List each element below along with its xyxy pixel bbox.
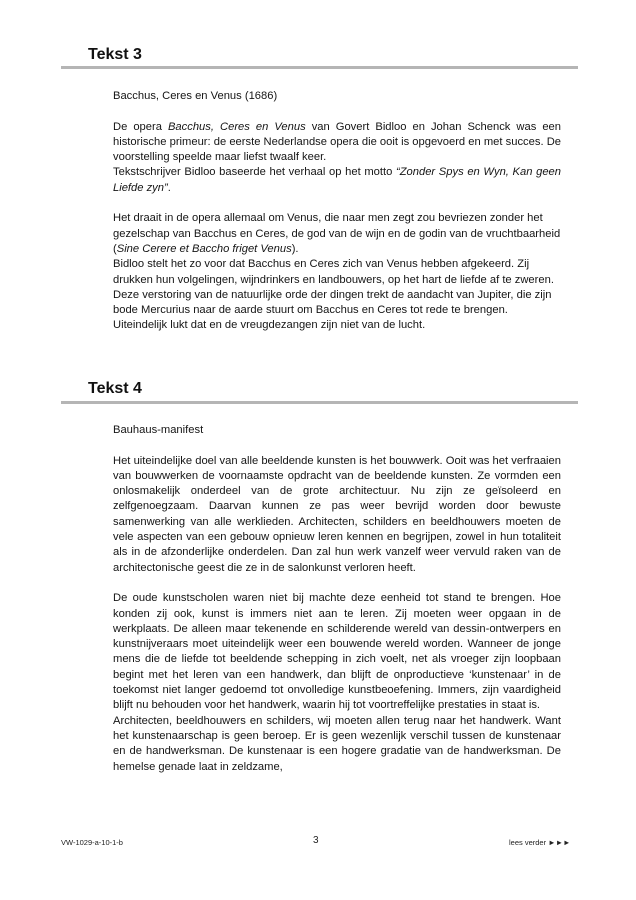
tekst4-paragraph-2: De oude kunstscholen waren niet bij machte deze eenheid tot stand te brengen. Hoe konden zij ook, kunst is immers niet aan te leren. Zij moeten weer opgaan in de werkplaats. De alleen maar tekenende en schilderende wereld van dessin-ontwerpers en kunstnijveraars moet uiteindelijk weer een bouwende wereld worden. Wanneer de jonge mens die de liefde tot beeldende schepping in zich voelt, net als vroeger zijn loopbaan begint met het leren van een handwerk, dan blijft de onproductieve ‘kunstenaar’ in de toekomst niet langer gedoemd tot onvolledige kunstbeoefening. Immers, zijn vaardigheid blijft nu behouden voor het handwerk, waarin hij tot voortreffelijke prestaties in staat is. xyxy=(113,592,561,712)
page-number: 3 xyxy=(313,835,319,846)
opera-title: Bacchus, Ceres en Venus xyxy=(167,120,306,133)
latin-quote: Sine Cerere et Baccho friget Venus xyxy=(116,242,292,255)
tekst3-paragraph-5: Uiteindelijk lukt dat en de vreugdezangen zijn niet van de lucht. xyxy=(113,319,426,332)
tekst3-paragraph-3: Het draait in de opera allemaal om Venus, die naar men zegt zou bevriezen zonder het gezelschap van Bacchus en Ceres, de god van de wijn en de godin van de vruchtbaarheid (Sine Cerere et Baccho friget Venus). xyxy=(113,212,561,255)
tekst3-paragraph-2: Tekstschrijver Bidloo baseerde het verhaal op het motto “Zonder Spys en Wyn, Kan geen Liefde zyn”. xyxy=(113,166,562,194)
tekst3-subtitle: Bacchus, Ceres en Venus (1686) xyxy=(113,90,278,102)
continue-label: lees verder ►►► xyxy=(509,838,571,847)
tekst3-divider xyxy=(61,66,578,69)
tekst4-divider xyxy=(61,401,578,404)
tekst4-paragraph-1: Het uiteindelijke doel van alle beeldende kunsten is het bouwwerk. Ooit was het verfraaien van bouwwerken de voornaamste opdracht van de beeldende kunsten. Ze vormden een onlosmakelijk onderdeel van de grote architectuur. Nu zijn ze geïsoleerd en zelfgenoegzaam. Daarvan kunnen ze pas weer bevrijd worden door bewuste samenwerking van alle werklieden. Architecten, schilders en beeldhouwers moeten de vele aspecten van een gebouw opnieuw leren kennen en begrijpen, zowel in hun totaliteit als in de afzonderlijke onderdelen. Dan zal hun werk vanzelf weer vervuld raken van de architectonische geest die ze in de salonkunst verloren heeft. xyxy=(113,454,561,574)
tekst4-body xyxy=(113,423,561,775)
tekst3-body xyxy=(113,89,561,334)
motto: “Zonder Spys en Wyn, Kan geen Liefde zyn” xyxy=(113,166,562,194)
tekst3-paragraph-4: Bidloo stelt het zo voor dat Bacchus en Ceres zich van Venus hebben afgekeerd. Zij drukken hun volgelingen, wijndrinkers en landbouwers, op het hart de liefde af te zweren. Deze verstoring van de natuurlijke orde der dingen trekt de aandacht van Jupiter, die zijn bode Mercurius naar de aarde stuurt om Bacchus en Ceres tot rede te brengen. xyxy=(113,258,554,317)
tekst4-paragraph-3: Architecten, beeldhouwers en schilders, wij moeten allen terug naar het handwerk. Want het kunstenaarschap is geen beroep. Er is geen wezenlijk verschil tussen de kunstenaar en de handwerksman. De kunstenaar is een hogere gradatie van de handwerksman. De hemelse genade laat in zeldzame, xyxy=(113,714,561,773)
tekst4-subtitle: Bauhaus-manifest xyxy=(113,424,204,436)
exam-code: VW-1029-a-10-1-b xyxy=(61,838,123,847)
tekst4-title: Tekst 4 xyxy=(88,380,142,397)
tekst3-title: Tekst 3 xyxy=(88,46,142,63)
tekst3-paragraph-1: De opera Bacchus, Ceres en Venus van Govert Bidloo en Johan Schenck was een historische primeur: de eerste Nederlandse opera die ooit is opgevoerd en met succes. De voorstelling speelde maar liefst twaalf keer. xyxy=(113,120,561,164)
